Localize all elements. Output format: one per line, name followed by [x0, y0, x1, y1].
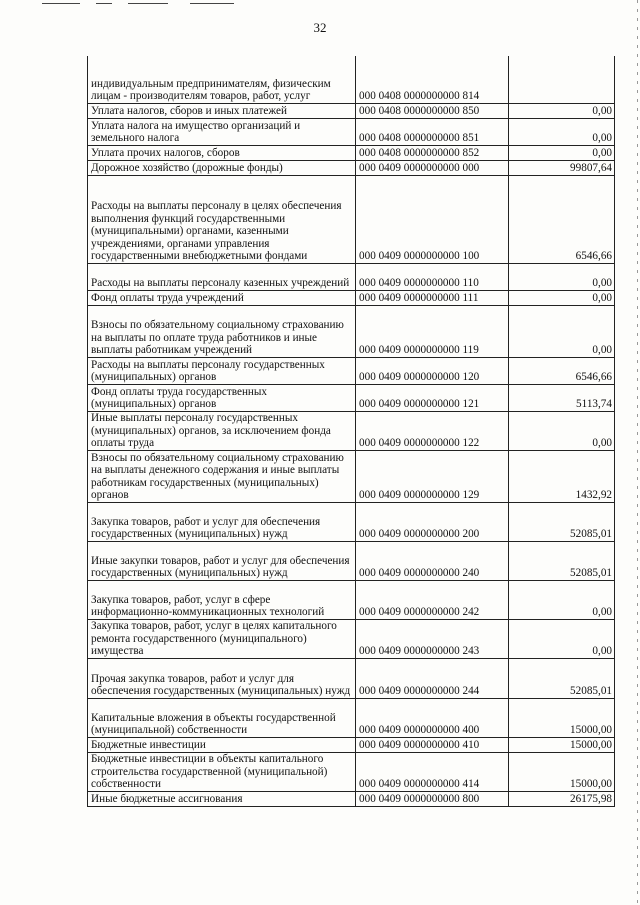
row-name: Уплата прочих налогов, сборов	[88, 145, 356, 160]
table-row	[88, 698, 615, 737]
row-name: Расходы на выплаты персоналу казенных учреждений	[88, 263, 356, 290]
row-amount: 6546,66	[509, 357, 615, 384]
row-amount: 0,00	[509, 118, 615, 145]
table-row	[88, 145, 615, 160]
row-code: 000 0409 0000000000 110	[356, 263, 509, 290]
row-amount: 6546,66	[509, 175, 615, 263]
table-row	[88, 56, 615, 103]
table-row	[88, 752, 615, 791]
row-name: Расходы на выплаты персоналу в целях обеспечения выполнения функций государственными (муниципальными) органами, казенными учреждениями, органами управления государственными внебюджетными фондами	[88, 175, 356, 263]
row-name: Уплата налогов, сборов и иных платежей	[88, 103, 356, 118]
row-amount: 0,00	[509, 411, 615, 450]
row-name: Расходы на выплаты персоналу государственных (муниципальных) органов	[88, 357, 356, 384]
table-row	[88, 450, 615, 502]
row-amount: 0,00	[509, 619, 615, 658]
row-name: Прочая закупка товаров, работ и услуг для обеспечения государственных (муниципальных) нужд	[88, 658, 356, 698]
row-code: 000 0409 0000000000 240	[356, 541, 509, 580]
table-row	[88, 541, 615, 580]
row-name: Бюджетные инвестиции	[88, 737, 356, 752]
table-row	[88, 118, 615, 145]
row-code: 000 0409 0000000000 119	[356, 305, 509, 357]
row-amount: 52085,01	[509, 541, 615, 580]
budget-table	[87, 56, 615, 807]
table-row	[88, 737, 615, 752]
row-code: 000 0408 0000000000 850	[356, 103, 509, 118]
row-amount: 26175,98	[509, 791, 615, 806]
row-code: 000 0409 0000000000 414	[356, 752, 509, 791]
row-amount: 5113,74	[509, 384, 615, 411]
row-amount: 0,00	[509, 103, 615, 118]
row-name: Закупка товаров, работ, услуг в сфере информационно-коммуникационных технологий	[88, 580, 356, 619]
table-row	[88, 619, 615, 658]
row-name: Закупка товаров, работ и услуг для обеспечения государственных (муниципальных) нужд	[88, 502, 356, 541]
row-name: индивидуальным предпринимателям, физическим лицам - производителям товаров, работ, услуг	[88, 56, 356, 103]
scan-edge	[637, 0, 638, 905]
row-name: Иные бюджетные ассигнования	[88, 791, 356, 806]
row-code: 000 0409 0000000000 100	[356, 175, 509, 263]
table-row	[88, 290, 615, 305]
table-row	[88, 160, 615, 175]
row-amount: 15000,00	[509, 737, 615, 752]
row-amount: 0,00	[509, 580, 615, 619]
table-row	[88, 263, 615, 290]
row-code: 000 0408 0000000000 851	[356, 118, 509, 145]
row-name: Фонд оплаты труда учреждений	[88, 290, 356, 305]
row-amount: 52085,01	[509, 502, 615, 541]
row-amount: 99807,64	[509, 160, 615, 175]
row-name: Капитальные вложения в объекты государственной (муниципальной) собственности	[88, 698, 356, 737]
row-code: 000 0409 0000000000 800	[356, 791, 509, 806]
row-amount: 0,00	[509, 145, 615, 160]
row-name: Иные закупки товаров, работ и услуг для обеспечения государственных (муниципальных) нужд	[88, 541, 356, 580]
row-name: Иные выплаты персоналу государственных (муниципальных) органов, за исключением фонда оплаты труда	[88, 411, 356, 450]
row-code: 000 0409 0000000000 120	[356, 357, 509, 384]
row-amount: 15000,00	[509, 752, 615, 791]
table-row	[88, 357, 615, 384]
row-amount: 52085,01	[509, 658, 615, 698]
row-code: 000 0408 0000000000 814	[356, 56, 509, 103]
page-number: 32	[313, 20, 327, 35]
scan-marks	[0, 0, 640, 10]
row-code: 000 0409 0000000000 242	[356, 580, 509, 619]
table-row	[88, 791, 615, 806]
table-row	[88, 658, 615, 698]
row-amount	[509, 56, 615, 103]
row-code: 000 0409 0000000000 121	[356, 384, 509, 411]
row-name: Дорожное хозяйство (дорожные фонды)	[88, 160, 356, 175]
table-row	[88, 175, 615, 263]
row-code: 000 0409 0000000000 400	[356, 698, 509, 737]
row-name: Взносы по обязательному социальному страхованию на выплаты денежного содержания и иные выплаты работникам государственных (муниципальных) органов	[88, 450, 356, 502]
row-code: 000 0408 0000000000 852	[356, 145, 509, 160]
row-name: Фонд оплаты труда государственных (муниципальных) органов	[88, 384, 356, 411]
row-code: 000 0409 0000000000 129	[356, 450, 509, 502]
table-row	[88, 384, 615, 411]
table-row	[88, 103, 615, 118]
row-amount: 0,00	[509, 305, 615, 357]
row-amount: 0,00	[509, 263, 615, 290]
row-name: Взносы по обязательному социальному страхованию на выплаты по оплате труда работников и иные выплаты работникам учреждений	[88, 305, 356, 357]
row-code: 000 0409 0000000000 122	[356, 411, 509, 450]
row-amount: 15000,00	[509, 698, 615, 737]
row-name: Бюджетные инвестиции в объекты капитального строительства государственной (муниципальной) собственности	[88, 752, 356, 791]
row-code: 000 0409 0000000000 244	[356, 658, 509, 698]
row-code: 000 0409 0000000000 200	[356, 502, 509, 541]
row-amount: 0,00	[509, 290, 615, 305]
table-row	[88, 305, 615, 357]
table-row	[88, 502, 615, 541]
row-name: Уплата налога на имущество организаций и земельного налога	[88, 118, 356, 145]
row-code: 000 0409 0000000000 243	[356, 619, 509, 658]
table-row	[88, 411, 615, 450]
row-code: 000 0409 0000000000 000	[356, 160, 509, 175]
table-row	[88, 580, 615, 619]
row-amount: 1432,92	[509, 450, 615, 502]
row-code: 000 0409 0000000000 410	[356, 737, 509, 752]
row-name: Закупка товаров, работ, услуг в целях капитального ремонта государственного (муниципального) имущества	[88, 619, 356, 658]
row-code: 000 0409 0000000000 111	[356, 290, 509, 305]
